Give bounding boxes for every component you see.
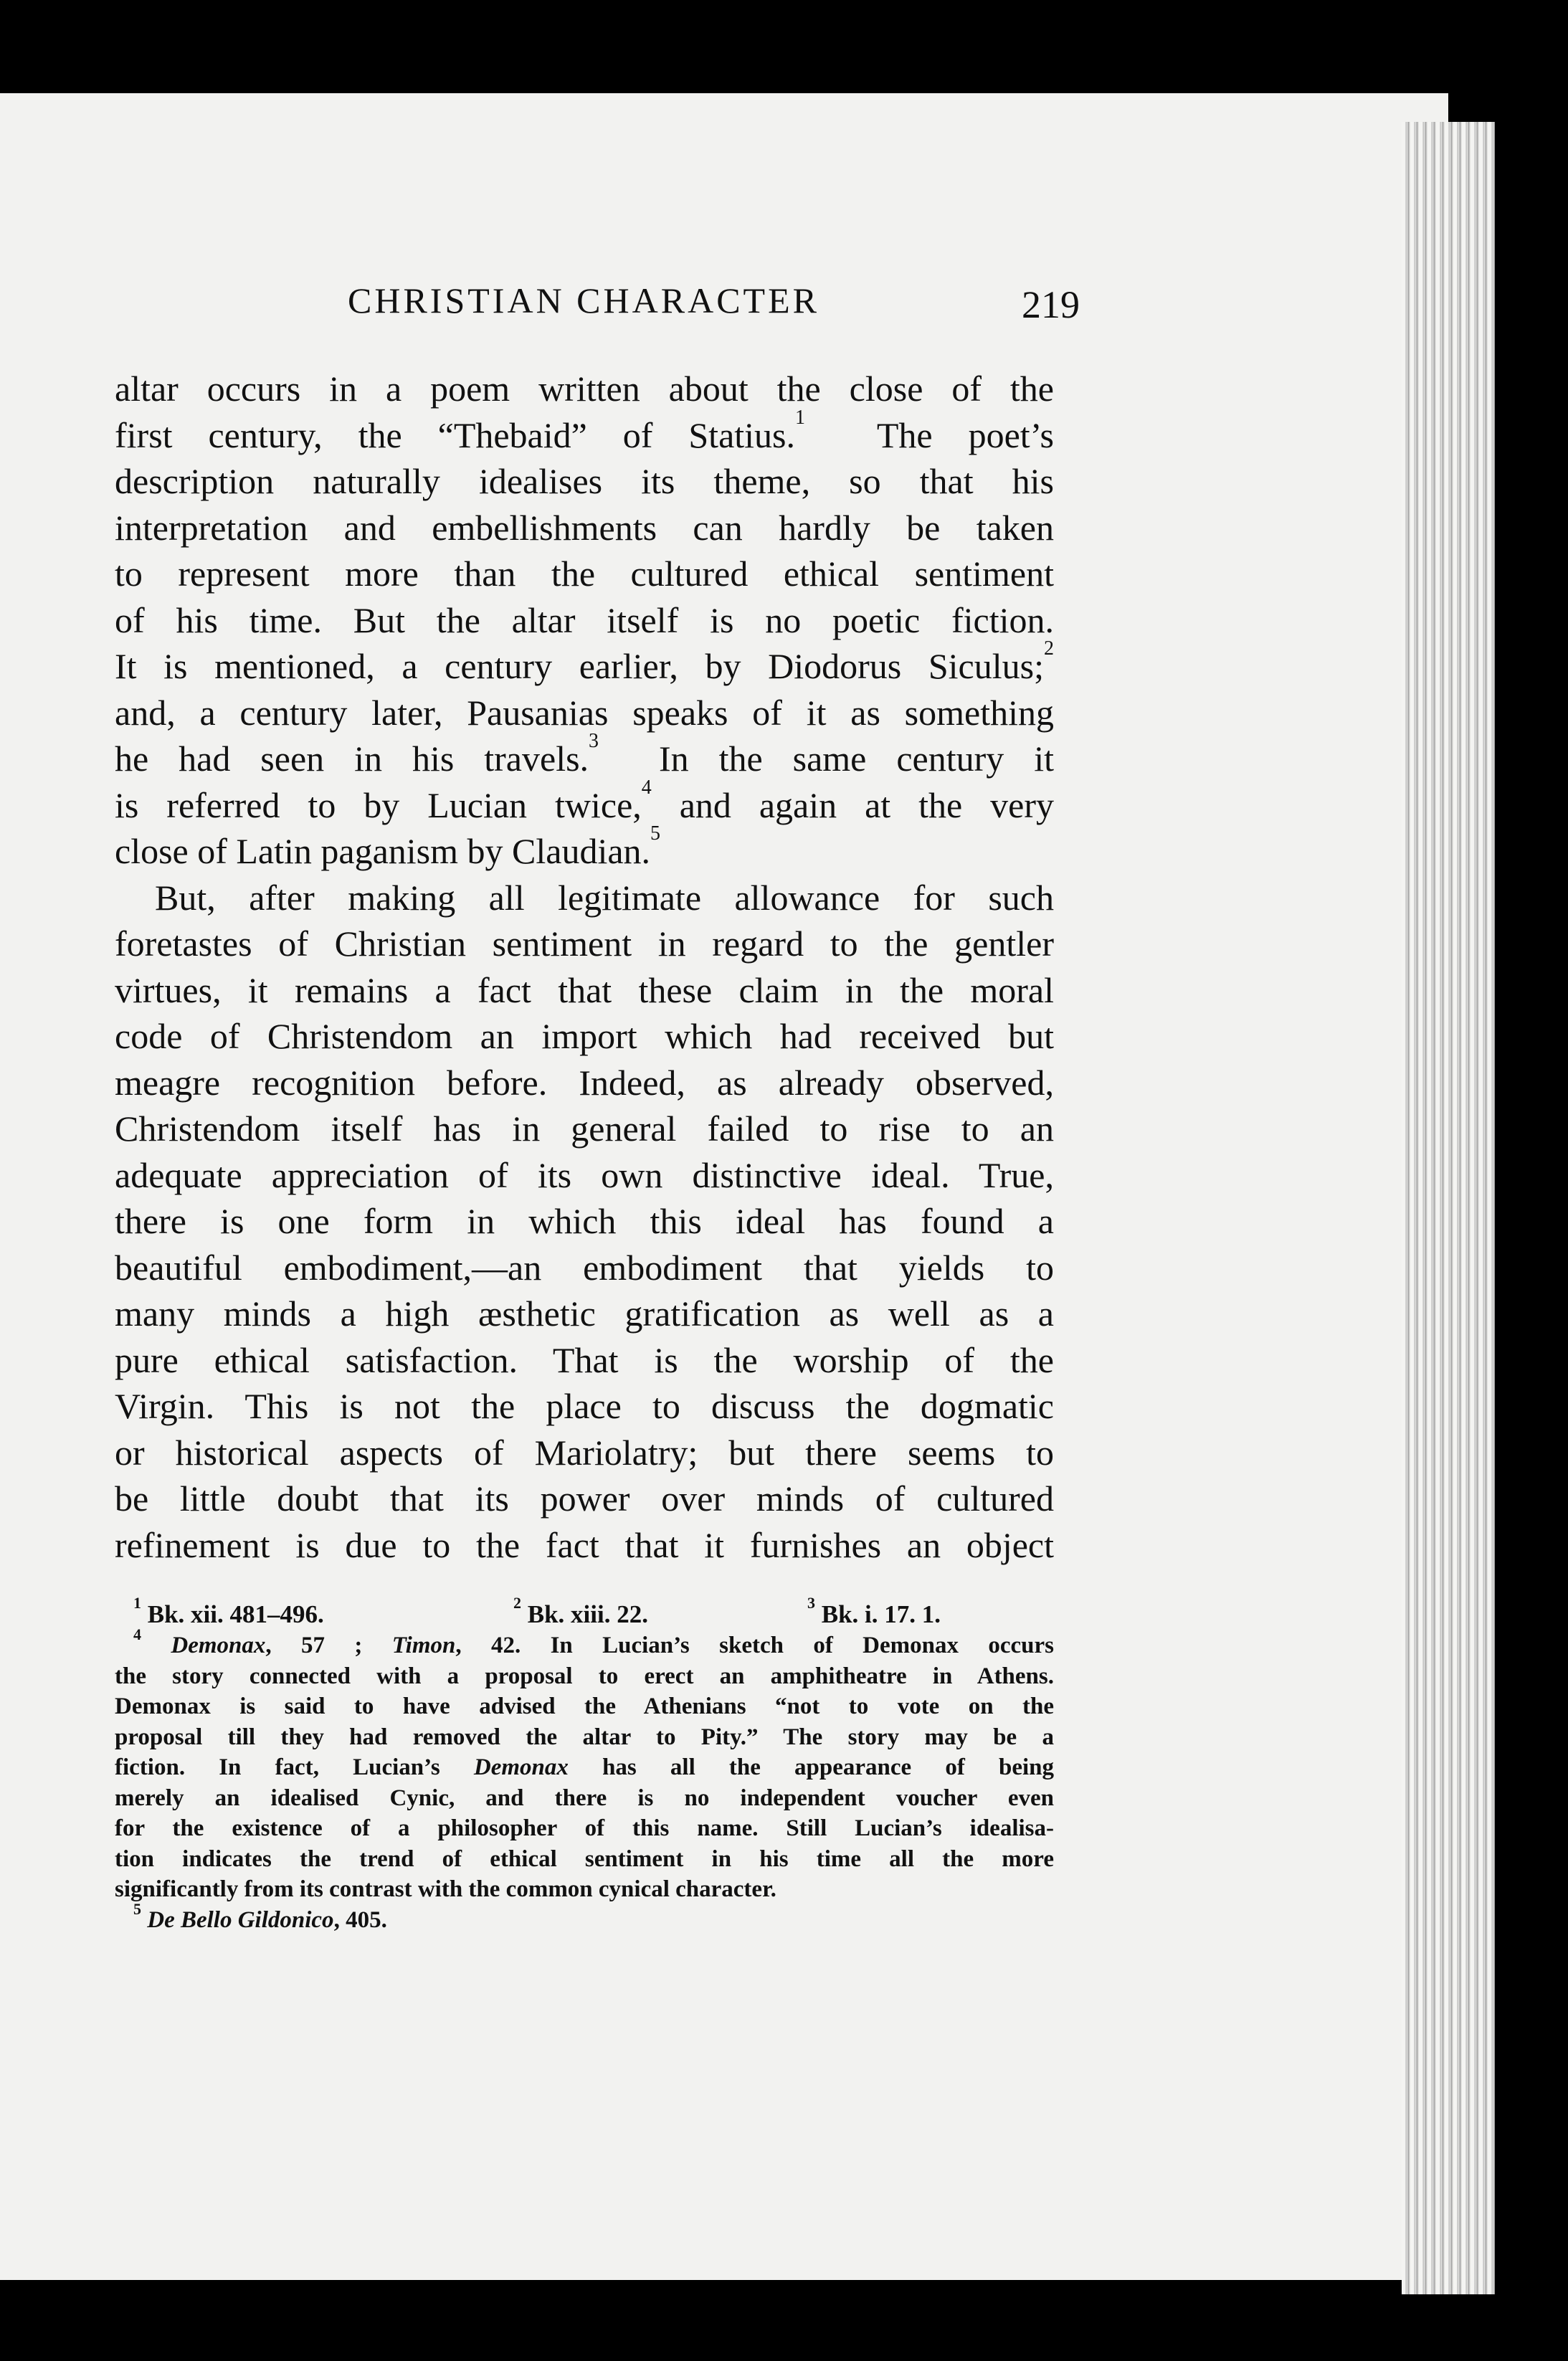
footnote-2: $^2$ Bk. xiii. 22.: [513, 1594, 648, 1628]
note-mark: 2: [1044, 637, 1054, 660]
page-edges: [1402, 122, 1495, 2294]
text-line: be little doubt that its power over minds of cultured: [115, 1478, 1054, 1519]
footnote-4-line: proposal till they had removed the altar to Pity.” The story may be a: [115, 1724, 1054, 1750]
text-line: of his time. But the altar itself is no poetic fiction.: [115, 599, 1054, 640]
footnote-4-line: fiction. In fact, Lucian’s Demonax has all the appearance of being: [115, 1754, 1055, 1780]
footnote-4-line: significantly from its contrast with the common cynical character.: [115, 1876, 776, 1902]
text-line: and, a century later, Pausanias speaks of it as something: [115, 692, 1054, 733]
text-line: adequate appreciation of its own distinctive ideal. True,: [115, 1154, 1054, 1195]
note-mark: 4: [641, 776, 652, 799]
text-line: beautiful embodiment,—an embodiment that yields to: [115, 1247, 1054, 1288]
text-line: meagre recognition before. Indeed, as already observed,: [115, 1062, 1054, 1103]
footnote-4-line: for the existence of a philosopher of this name. Still Lucian’s idealisa-: [115, 1815, 1054, 1841]
page-number: 219: [1022, 283, 1080, 326]
text-line: or historical aspects of Mariolatry; but there seems to: [115, 1432, 1054, 1473]
text-line: description naturally idealises its theme, so that his: [115, 461, 1054, 501]
note-mark: 3: [589, 730, 599, 752]
text-line: first century, the “Thebaid” of Statius.$^1$ The poet’s: [115, 406, 1054, 455]
note-mark: 5: [650, 822, 661, 845]
text-line: code of Christendom an import which had received but: [115, 1016, 1054, 1056]
note-mark: 1: [795, 406, 805, 429]
text-line: virtues, it remains a fact that these claim in the moral: [115, 969, 1054, 1010]
footnote-4-line: Demonax is said to have advised the Athenians “not to vote on the: [115, 1693, 1054, 1719]
text-line: he had seen in his travels.$^3$ In the same century it: [115, 730, 1054, 779]
running-head: [115, 280, 1118, 337]
footnote-4-line: the story connected with a proposal to erect an amphitheatre in Athens.: [115, 1663, 1054, 1689]
text-line: refinement is due to the fact that it furnishes an object: [115, 1524, 1054, 1565]
text-line: is referred to by Lucian twice,$^4$ and again at the very: [115, 776, 1054, 825]
text-line: altar occurs in a poem written about the close of the: [115, 369, 1054, 409]
footnotes: [115, 1594, 1055, 1935]
text-line: foretastes of Christian sentiment in regard to the gentler: [115, 923, 1054, 964]
running-title: CHRISTIAN CHARACTER: [348, 280, 819, 320]
body-text: [115, 366, 1054, 1568]
text-line: Christendom itself has in general failed to rise to an: [115, 1108, 1054, 1149]
footnote-refs: [115, 1594, 1054, 1630]
text-line: to represent more than the cultured ethical sentiment: [115, 554, 1054, 594]
text-line: Virgin. This is not the place to discuss the dogmatic: [115, 1386, 1054, 1426]
footnote-4-line: $^4$ Demonax, 57 ; Timon, 42. In Lucian’s sketch of Demonax occurs: [133, 1625, 1055, 1658]
footnote-5: $^5$ De Bello Gildonico, 405.: [133, 1899, 387, 1933]
footnote-3: $^3$ Bk. i. 17. 1.: [807, 1594, 941, 1628]
text-line: close of Latin paganism by Claudian.$^5$: [115, 822, 661, 871]
text-line: there is one form in which this ideal has found a: [115, 1201, 1054, 1241]
footnote-4-line: tion indicates the trend of ethical sentiment in his time all the more: [115, 1845, 1054, 1872]
text-line: But, after making all legitimate allowance for such: [155, 877, 1054, 918]
text-line: interpretation and embellishments can hardly be taken: [115, 507, 1054, 548]
text-line: pure ethical satisfaction. That is the worship of the: [115, 1339, 1054, 1380]
footnote-1: $^1$ Bk. xii. 481–496.: [133, 1594, 324, 1628]
footnote-4-line: merely an idealised Cynic, and there is no independent voucher even: [115, 1785, 1054, 1811]
text-line: It is mentioned, a century earlier, by Diodorus Siculus;$^2$: [115, 637, 1054, 686]
text-line: many minds a high æsthetic gratification as well as a: [115, 1293, 1054, 1334]
